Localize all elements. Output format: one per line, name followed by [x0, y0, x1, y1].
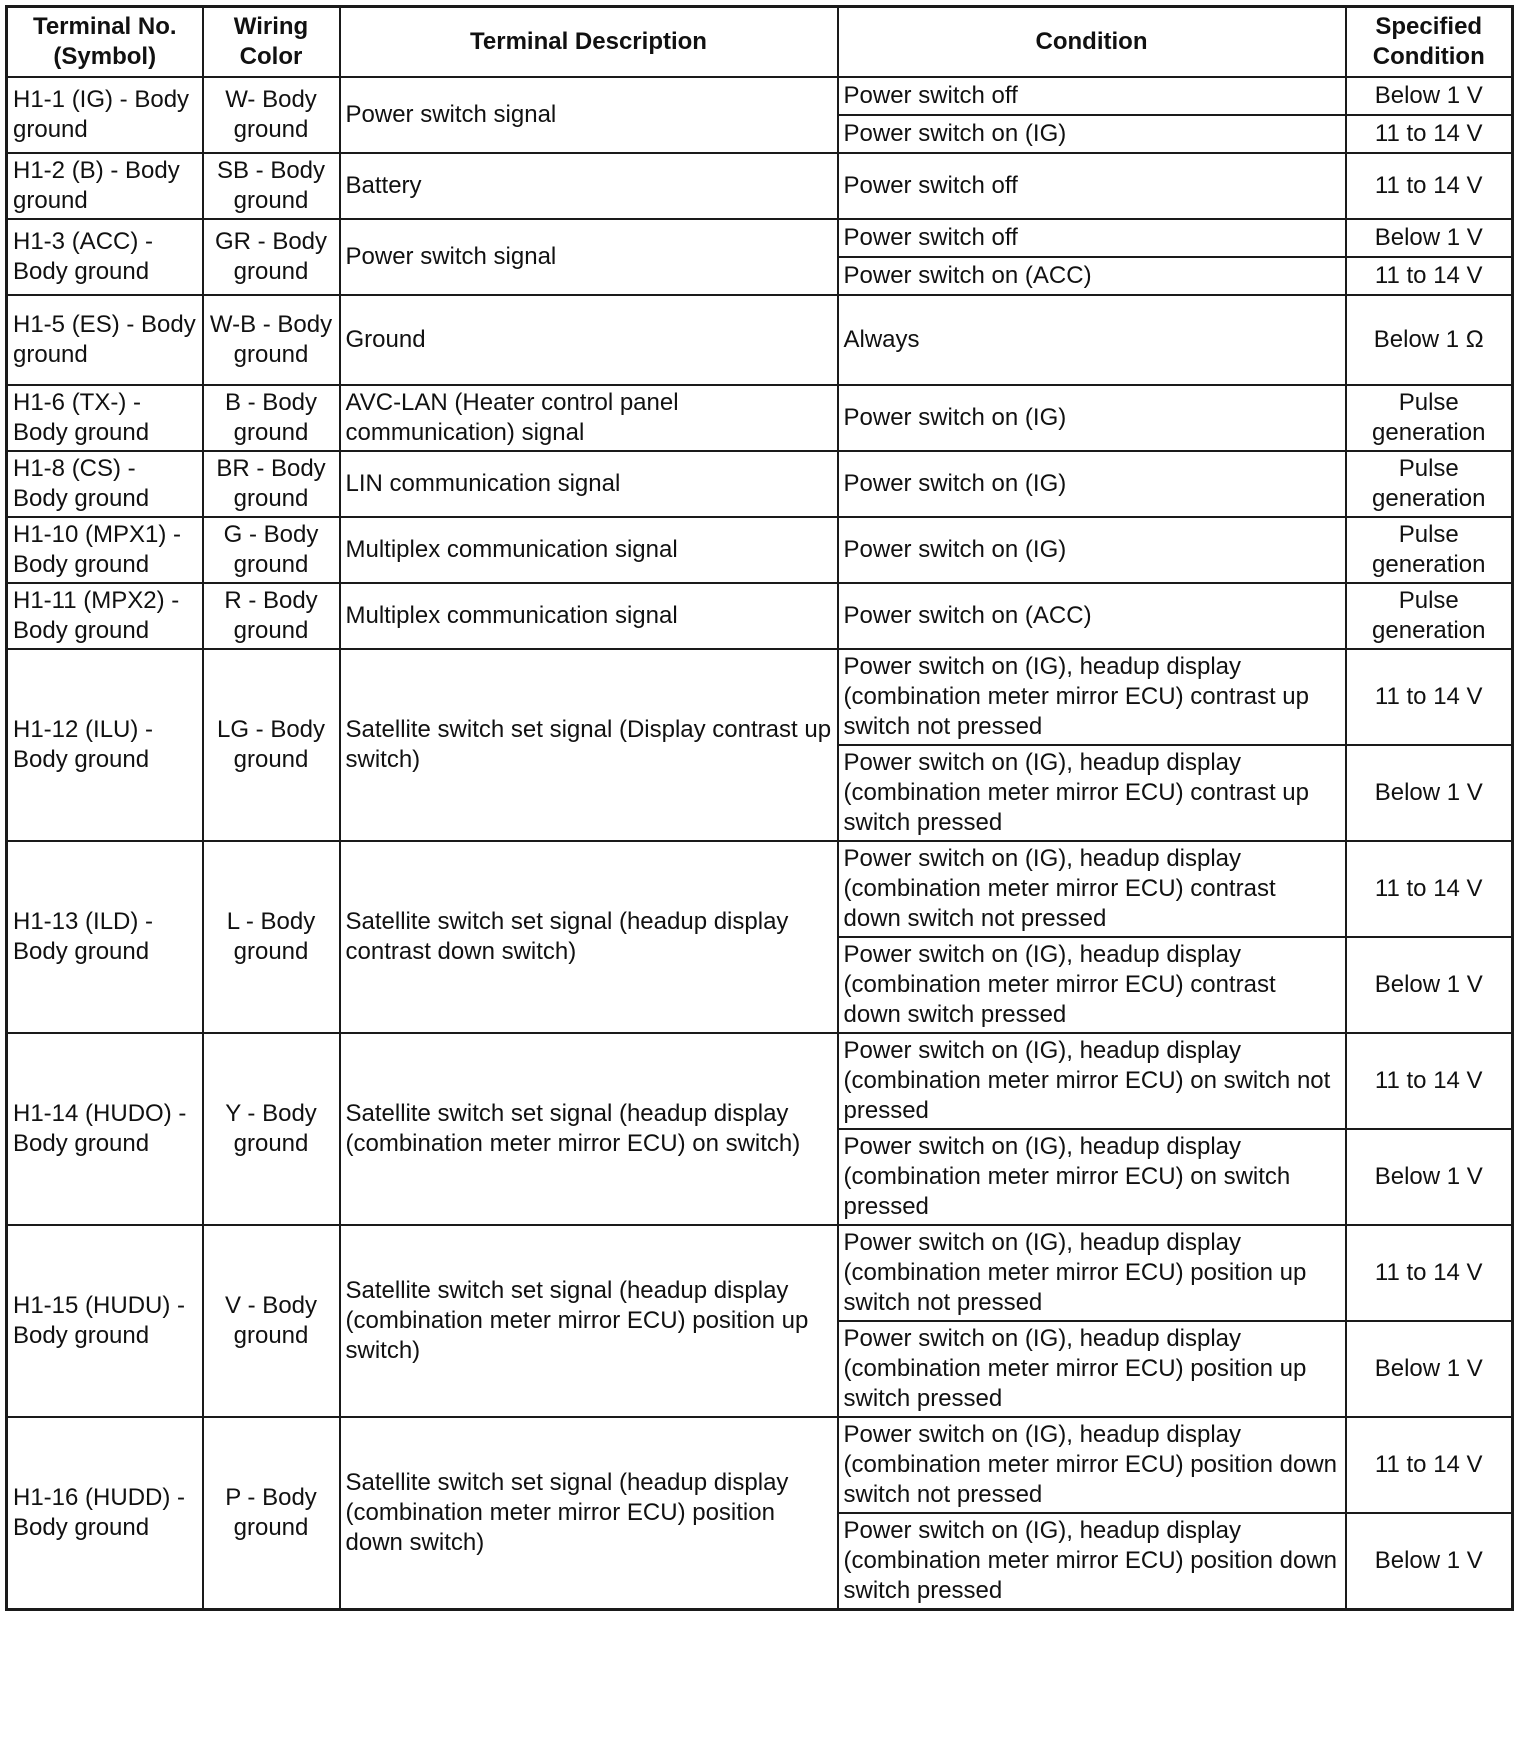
terminal-spec-table [5, 5, 1514, 1611]
table-row [7, 1033, 1513, 1129]
terminal-description-cell: Satellite switch set signal (headup display (combination meter mirror ECU) position up switch) [340, 1225, 838, 1417]
terminal-description-cell: Satellite switch set signal (headup display (combination meter mirror ECU) on switch) [340, 1033, 838, 1225]
terminal-cell: H1-3 (ACC) - Body ground [7, 219, 203, 295]
wiring-color-cell: G - Body ground [203, 517, 340, 583]
terminal-cell: H1-13 (ILD) - Body ground [7, 841, 203, 1033]
table-row [7, 1417, 1513, 1513]
terminal-cell: H1-10 (MPX1) - Body ground [7, 517, 203, 583]
terminal-description-cell: Power switch signal [340, 219, 838, 295]
condition-cell: Power switch on (IG), headup display (combination meter mirror ECU) position up switch pressed [838, 1321, 1346, 1417]
wiring-color-cell: W- Body ground [203, 77, 340, 153]
header-terminal-description: Terminal Description [340, 7, 838, 78]
terminal-description-cell: Multiplex communication signal [340, 517, 838, 583]
specified-condition-cell: Pulse generation [1346, 517, 1513, 583]
terminal-cell: H1-8 (CS) - Body ground [7, 451, 203, 517]
table-row [7, 451, 1513, 517]
wiring-color-cell: Y - Body ground [203, 1033, 340, 1225]
specified-condition-cell: Below 1 V [1346, 219, 1513, 257]
wiring-color-cell: W-B - Body ground [203, 295, 340, 385]
terminal-description-cell: LIN communication signal [340, 451, 838, 517]
wiring-color-cell: GR - Body ground [203, 219, 340, 295]
specified-condition-cell: 11 to 14 V [1346, 257, 1513, 295]
terminal-cell: H1-2 (B) - Body ground [7, 153, 203, 219]
specified-condition-cell: 11 to 14 V [1346, 1033, 1513, 1129]
wiring-color-cell: L - Body ground [203, 841, 340, 1033]
wiring-color-cell: B - Body ground [203, 385, 340, 451]
terminal-description-cell: Satellite switch set signal (headup display contrast down switch) [340, 841, 838, 1033]
terminal-description-cell: Multiplex communication signal [340, 583, 838, 649]
terminal-cell: H1-14 (HUDO) - Body ground [7, 1033, 203, 1225]
specified-condition-cell: Below 1 V [1346, 937, 1513, 1033]
specified-condition-cell: 11 to 14 V [1346, 1225, 1513, 1321]
header-terminal: Terminal No. (Symbol) [7, 7, 203, 78]
table-row [7, 295, 1513, 385]
specified-condition-cell: Below 1 V [1346, 745, 1513, 841]
terminal-description-cell: Satellite switch set signal (Display contrast up switch) [340, 649, 838, 841]
condition-cell: Power switch on (IG) [838, 517, 1346, 583]
wiring-color-cell: BR - Body ground [203, 451, 340, 517]
specified-condition-cell: Below 1 V [1346, 1513, 1513, 1610]
condition-cell: Power switch off [838, 77, 1346, 115]
condition-cell: Always [838, 295, 1346, 385]
table-row [7, 77, 1513, 115]
condition-cell: Power switch on (IG), headup display (combination meter mirror ECU) contrast down switch not pressed [838, 841, 1346, 937]
condition-cell: Power switch off [838, 153, 1346, 219]
specified-condition-cell: Pulse generation [1346, 451, 1513, 517]
specified-condition-cell: 11 to 14 V [1346, 841, 1513, 937]
terminal-cell: H1-5 (ES) - Body ground [7, 295, 203, 385]
condition-cell: Power switch on (IG) [838, 451, 1346, 517]
header-wiring-color: Wiring Color [203, 7, 340, 78]
terminal-cell: H1-1 (IG) - Body ground [7, 77, 203, 153]
terminal-description-cell: AVC-LAN (Heater control panel communication) signal [340, 385, 838, 451]
specified-condition-cell: Below 1 Ω [1346, 295, 1513, 385]
condition-cell: Power switch on (IG) [838, 385, 1346, 451]
table-header [7, 7, 1513, 78]
condition-cell: Power switch on (IG), headup display (combination meter mirror ECU) on switch not pressed [838, 1033, 1346, 1129]
specified-condition-cell: 11 to 14 V [1346, 153, 1513, 219]
condition-cell: Power switch on (IG), headup display (combination meter mirror ECU) on switch pressed [838, 1129, 1346, 1225]
wiring-color-cell: LG - Body ground [203, 649, 340, 841]
condition-cell: Power switch on (IG), headup display (combination meter mirror ECU) position up switch not pressed [838, 1225, 1346, 1321]
terminal-description-cell: Power switch signal [340, 77, 838, 153]
wiring-color-cell: SB - Body ground [203, 153, 340, 219]
specified-condition-cell: 11 to 14 V [1346, 649, 1513, 745]
condition-cell: Power switch on (IG), headup display (combination meter mirror ECU) contrast up switch pressed [838, 745, 1346, 841]
header-row [7, 7, 1513, 78]
condition-cell: Power switch on (ACC) [838, 583, 1346, 649]
terminal-cell: H1-16 (HUDD) - Body ground [7, 1417, 203, 1610]
specified-condition-cell: 11 to 14 V [1346, 115, 1513, 153]
wiring-color-cell: V - Body ground [203, 1225, 340, 1417]
condition-cell: Power switch on (IG), headup display (combination meter mirror ECU) contrast up switch not pressed [838, 649, 1346, 745]
specified-condition-cell: Below 1 V [1346, 1129, 1513, 1225]
terminal-cell: H1-15 (HUDU) - Body ground [7, 1225, 203, 1417]
specified-condition-cell: Pulse generation [1346, 385, 1513, 451]
condition-cell: Power switch on (IG) [838, 115, 1346, 153]
condition-cell: Power switch on (ACC) [838, 257, 1346, 295]
specified-condition-cell: 11 to 14 V [1346, 1417, 1513, 1513]
specified-condition-cell: Below 1 V [1346, 77, 1513, 115]
condition-cell: Power switch off [838, 219, 1346, 257]
terminal-description-cell: Satellite switch set signal (headup display (combination meter mirror ECU) position down switch) [340, 1417, 838, 1610]
terminal-cell: H1-12 (ILU) - Body ground [7, 649, 203, 841]
table-row [7, 219, 1513, 257]
condition-cell: Power switch on (IG), headup display (combination meter mirror ECU) contrast down switch pressed [838, 937, 1346, 1033]
table-row [7, 841, 1513, 937]
table-row [7, 649, 1513, 745]
table-body [7, 77, 1513, 1610]
terminal-cell: H1-11 (MPX2) - Body ground [7, 583, 203, 649]
wiring-color-cell: R - Body ground [203, 583, 340, 649]
table-row [7, 1225, 1513, 1321]
specified-condition-cell: Below 1 V [1346, 1321, 1513, 1417]
spec-table-container [5, 5, 1514, 1611]
header-specified-condition: Specified Condition [1346, 7, 1513, 78]
condition-cell: Power switch on (IG), headup display (combination meter mirror ECU) position down switch not pressed [838, 1417, 1346, 1513]
wiring-color-cell: P - Body ground [203, 1417, 340, 1610]
table-row [7, 153, 1513, 219]
table-row [7, 385, 1513, 451]
specified-condition-cell: Pulse generation [1346, 583, 1513, 649]
terminal-description-cell: Battery [340, 153, 838, 219]
condition-cell: Power switch on (IG), headup display (combination meter mirror ECU) position down switch pressed [838, 1513, 1346, 1610]
header-condition: Condition [838, 7, 1346, 78]
table-row [7, 583, 1513, 649]
table-row [7, 517, 1513, 583]
terminal-cell: H1-6 (TX-) - Body ground [7, 385, 203, 451]
terminal-description-cell: Ground [340, 295, 838, 385]
